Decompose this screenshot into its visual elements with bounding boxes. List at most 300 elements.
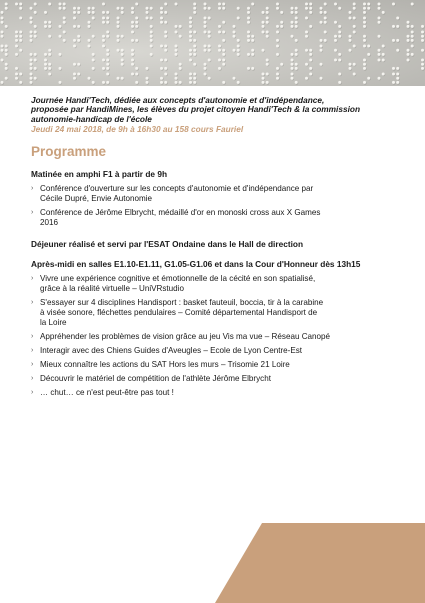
braille-dot	[15, 67, 18, 70]
braille-dot	[48, 53, 51, 56]
braille-dot	[1, 81, 4, 84]
braille-dot	[291, 59, 294, 62]
braille-dot	[131, 25, 134, 28]
braille-dot	[392, 3, 395, 6]
braille-dot	[160, 11, 163, 14]
braille-dot	[117, 21, 120, 24]
braille-dot	[189, 53, 192, 56]
braille-dot	[121, 11, 124, 14]
intro-text	[31, 96, 401, 124]
braille-dot	[353, 25, 356, 28]
braille-dot	[338, 59, 341, 62]
braille-dot	[309, 11, 312, 14]
lunch-heading: Déjeuner réalisé et servi par l'ESAT Ondaine dans le Hall de direction	[31, 239, 304, 250]
braille-dot	[262, 11, 265, 14]
item-line: Conférence d'ouverture sur les concepts d'autonomie et d'indépendance par	[40, 184, 314, 194]
braille-dot	[164, 35, 167, 38]
braille-dot	[411, 39, 414, 42]
braille-dot	[276, 53, 279, 56]
braille-dot	[295, 39, 298, 42]
item-line: Appréhender les problèmes de vision grâce au jeu Vis ma vue – Réseau Canopé	[40, 332, 331, 342]
braille-dot	[247, 31, 250, 34]
braille-dot	[421, 59, 424, 62]
braille-dot	[305, 3, 308, 6]
braille-dot	[44, 21, 47, 24]
braille-dot	[338, 25, 341, 28]
intro-line: proposée par HandiMines, les élèves du projet citoyen Handi'Tech & la commission	[31, 104, 361, 115]
chevron-right-icon: ›	[31, 375, 34, 383]
braille-dot	[1, 59, 4, 62]
braille-dot	[164, 49, 167, 52]
braille-dot	[382, 45, 385, 48]
braille-dot	[363, 59, 366, 62]
chevron-right-icon: ›	[31, 333, 34, 341]
braille-dot	[309, 25, 312, 28]
chevron-right-icon: ›	[31, 389, 34, 397]
braille-dot	[160, 59, 163, 62]
braille-dot	[276, 45, 279, 48]
braille-dot	[102, 81, 105, 84]
braille-dot	[106, 49, 109, 52]
braille-dot	[48, 35, 51, 38]
braille-dot	[30, 73, 33, 76]
braille-dot	[92, 11, 95, 14]
braille-dot	[378, 3, 381, 6]
braille-dot	[164, 31, 167, 34]
braille-dot	[237, 81, 240, 84]
braille-dot	[102, 21, 105, 24]
braille-dot	[338, 53, 341, 56]
braille-dot	[135, 39, 138, 42]
braille-dot	[189, 35, 192, 38]
chevron-right-icon: ›	[31, 185, 34, 193]
braille-dot	[392, 39, 395, 42]
braille-dot	[15, 53, 18, 56]
braille-dot	[204, 49, 207, 52]
braille-dot	[349, 11, 352, 14]
braille-dot	[305, 49, 308, 52]
braille-dot	[73, 11, 76, 14]
braille-dot	[106, 59, 109, 62]
braille-dot	[349, 35, 352, 38]
braille-dot	[251, 67, 254, 70]
braille-dot	[247, 11, 250, 14]
braille-dot	[135, 25, 138, 28]
braille-dot	[295, 7, 298, 10]
braille-dot	[208, 49, 211, 52]
braille-dot	[338, 81, 341, 84]
list-item	[31, 374, 401, 384]
braille-dot	[334, 35, 337, 38]
braille-dot	[175, 77, 178, 80]
braille-dot	[131, 49, 134, 52]
braille-dot	[421, 25, 424, 28]
braille-dot	[407, 21, 410, 24]
braille-dot	[237, 7, 240, 10]
braille-dot	[63, 17, 66, 20]
braille-dot	[233, 49, 236, 52]
braille-dot	[5, 67, 8, 70]
braille-dot	[262, 49, 265, 52]
braille-dot	[218, 49, 221, 52]
braille-dot	[421, 49, 424, 52]
braille-dot	[160, 7, 163, 10]
braille-dot	[247, 21, 250, 24]
braille-dot	[131, 73, 134, 76]
braille-dot	[320, 45, 323, 48]
braille-dot	[396, 39, 399, 42]
afternoon-heading: Après-midi en salles E1.10-E1.11, G1.05-G1.06 et dans la Cour d'Honneur dès 13h15	[31, 259, 361, 270]
braille-dot	[222, 39, 225, 42]
braille-dot	[193, 81, 196, 84]
braille-dot	[204, 17, 207, 20]
braille-dot	[208, 77, 211, 80]
braille-dot	[349, 17, 352, 20]
braille-dot	[19, 7, 22, 10]
braille-dot	[73, 77, 76, 80]
braille-dot	[276, 25, 279, 28]
item-line: Mieux connaître les actions du SAT Hors les murs – Trisomie 21 Loire	[40, 360, 290, 370]
braille-dot	[15, 39, 18, 42]
braille-dot	[251, 35, 254, 38]
braille-dot	[396, 81, 399, 84]
braille-dot	[262, 77, 265, 80]
braille-dot	[117, 17, 120, 20]
braille-dot	[266, 17, 269, 20]
braille-dot	[146, 81, 149, 84]
braille-dot	[363, 7, 366, 10]
braille-dot	[363, 11, 366, 14]
braille-dot	[208, 17, 211, 20]
item-line: … chut… ce n'est peut-être pas tout !	[40, 388, 174, 398]
braille-dot	[102, 35, 105, 38]
item-line: Cécile Dupré, Envie Autonomie	[40, 194, 153, 204]
braille-dot	[251, 3, 254, 6]
braille-dot	[131, 59, 134, 62]
braille-dot	[34, 31, 37, 34]
braille-dot	[353, 7, 356, 10]
braille-dot	[295, 67, 298, 70]
chevron-right-icon: ›	[31, 361, 34, 369]
braille-dot	[392, 67, 395, 70]
braille-dot	[150, 53, 153, 56]
braille-dot	[295, 17, 298, 20]
braille-dot	[378, 49, 381, 52]
braille-dot	[262, 21, 265, 24]
braille-dot	[363, 81, 366, 84]
braille-dot	[382, 11, 385, 14]
braille-dot	[193, 49, 196, 52]
braille-dot	[175, 49, 178, 52]
braille-dot	[320, 39, 323, 42]
braille-dot	[59, 3, 62, 6]
braille-dot	[63, 3, 66, 6]
braille-dot	[30, 81, 33, 84]
braille-dot	[411, 25, 414, 28]
braille-dot	[34, 25, 37, 28]
braille-dot	[189, 59, 192, 62]
braille-dot	[135, 81, 138, 84]
braille-dot	[5, 63, 8, 66]
braille-dot	[77, 73, 80, 76]
braille-dot	[121, 35, 124, 38]
braille-dot	[233, 31, 236, 34]
braille-dot	[121, 77, 124, 80]
braille-dot	[349, 67, 352, 70]
braille-dot	[106, 73, 109, 76]
braille-dot	[146, 67, 149, 70]
braille-dot	[150, 35, 153, 38]
braille-dot	[73, 25, 76, 28]
braille-dot	[34, 67, 37, 70]
braille-dot	[291, 7, 294, 10]
braille-dot	[218, 59, 221, 62]
braille-dot	[175, 3, 178, 6]
braille-dot	[193, 31, 196, 34]
braille-dot	[59, 7, 62, 10]
braille-dot	[179, 35, 182, 38]
braille-dot	[382, 59, 385, 62]
braille-dot	[179, 25, 182, 28]
braille-dot	[324, 17, 327, 20]
chevron-right-icon: ›	[31, 347, 34, 355]
braille-dot	[160, 67, 163, 70]
braille-dot	[396, 25, 399, 28]
braille-dot	[204, 67, 207, 70]
braille-dot	[92, 7, 95, 10]
braille-dot	[175, 81, 178, 84]
braille-dot	[189, 31, 192, 34]
braille-dot	[334, 49, 337, 52]
braille-dot	[262, 25, 265, 28]
braille-dot	[175, 25, 178, 28]
intro-line: Journée Handi'Tech, dédiée aux concepts d'autonomie et d'indépendance,	[31, 95, 325, 105]
item-line: Interagir avec des Chiens Guides d'Aveugles – Ecole de Lyon Centre-Est	[40, 346, 303, 356]
braille-dot	[175, 73, 178, 76]
braille-dot	[320, 77, 323, 80]
braille-dot	[262, 73, 265, 76]
braille-dot	[309, 49, 312, 52]
event-flyer-content	[31, 96, 401, 402]
braille-dot	[353, 3, 356, 6]
braille-dot	[222, 59, 225, 62]
braille-dot	[204, 3, 207, 6]
braille-dot	[305, 17, 308, 20]
braille-dot	[150, 17, 153, 20]
braille-dot	[309, 53, 312, 56]
braille-dot	[73, 63, 76, 66]
braille-dot	[233, 25, 236, 28]
braille-dot	[30, 39, 33, 42]
braille-dot	[77, 11, 80, 14]
braille-dot	[305, 31, 308, 34]
braille-dot	[135, 3, 138, 6]
braille-dot	[218, 45, 221, 48]
braille-dot	[324, 3, 327, 6]
braille-dot	[291, 25, 294, 28]
braille-dot	[88, 45, 91, 48]
braille-dot	[121, 49, 124, 52]
braille-dot	[276, 31, 279, 34]
braille-dot	[106, 31, 109, 34]
braille-dot	[262, 81, 265, 84]
braille-dot	[48, 73, 51, 76]
braille-dot	[363, 3, 366, 6]
braille-dot	[30, 17, 33, 20]
braille-dot	[407, 39, 410, 42]
braille-dot	[146, 77, 149, 80]
braille-dot	[131, 39, 134, 42]
braille-dot	[233, 35, 236, 38]
braille-dot	[295, 63, 298, 66]
braille-dot	[106, 17, 109, 20]
braille-dot	[218, 3, 221, 6]
braille-dot	[324, 21, 327, 24]
braille-dot	[411, 53, 414, 56]
braille-dot	[5, 45, 8, 48]
braille-dot	[411, 45, 414, 48]
braille-dot	[1, 45, 4, 48]
braille-dot	[291, 63, 294, 66]
braille-dot	[204, 25, 207, 28]
braille-dot	[106, 35, 109, 38]
braille-dot	[15, 45, 18, 48]
braille-dot	[189, 39, 192, 42]
braille-dot	[19, 39, 22, 42]
braille-dot	[247, 67, 250, 70]
braille-dot	[63, 7, 66, 10]
braille-dot	[15, 3, 18, 6]
braille-dot	[189, 21, 192, 24]
braille-dot	[338, 73, 341, 76]
braille-dot	[204, 63, 207, 66]
braille-dot	[309, 73, 312, 76]
braille-dot	[295, 11, 298, 14]
braille-dot	[189, 49, 192, 52]
braille-dot	[175, 45, 178, 48]
braille-dot	[92, 53, 95, 56]
braille-dots	[0, 0, 425, 86]
braille-dot	[73, 45, 76, 48]
braille-dot	[121, 53, 124, 56]
braille-dot	[117, 7, 120, 10]
braille-dot	[135, 17, 138, 20]
braille-dot	[295, 21, 298, 24]
braille-dot	[131, 63, 134, 66]
braille-dot	[266, 11, 269, 14]
braille-dot	[411, 35, 414, 38]
intro-line: autonomie-handicap de l'école	[31, 113, 152, 124]
braille-dot	[59, 67, 62, 70]
braille-dot	[363, 63, 366, 66]
braille-dot	[77, 25, 80, 28]
braille-dot	[160, 21, 163, 24]
braille-dot	[73, 7, 76, 10]
braille-dot	[396, 73, 399, 76]
braille-dot	[266, 73, 269, 76]
braille-dot	[193, 63, 196, 66]
braille-dot	[305, 35, 308, 38]
braille-dot	[117, 77, 120, 80]
braille-dot	[135, 67, 138, 70]
braille-dot	[251, 39, 254, 42]
braille-dot	[34, 11, 37, 14]
braille-dot	[218, 25, 221, 28]
braille-dot	[237, 39, 240, 42]
braille-dot	[44, 63, 47, 66]
braille-dot	[102, 45, 105, 48]
braille-dot	[106, 53, 109, 56]
braille-dot	[5, 3, 8, 6]
programme-title: Programme	[31, 144, 107, 160]
braille-dot	[353, 17, 356, 20]
braille-dot	[73, 73, 76, 76]
braille-dot	[164, 11, 167, 14]
braille-dot	[320, 21, 323, 24]
braille-dot	[222, 53, 225, 56]
braille-dot	[407, 49, 410, 52]
braille-dot	[320, 11, 323, 14]
braille-dot	[189, 77, 192, 80]
braille-dot	[378, 59, 381, 62]
braille-dot	[276, 39, 279, 42]
braille-dot	[338, 35, 341, 38]
braille-dot	[92, 59, 95, 62]
braille-dot	[106, 81, 109, 84]
braille-dot	[117, 39, 120, 42]
braille-dot	[19, 3, 22, 6]
item-line: grâce à la réalité virtuelle – UniVRstudio	[40, 284, 184, 294]
braille-dot	[34, 53, 37, 56]
braille-dot	[204, 7, 207, 10]
braille-dot	[164, 21, 167, 24]
braille-dot	[102, 3, 105, 6]
braille-dot	[218, 7, 221, 10]
braille-dot	[247, 7, 250, 10]
braille-dot	[378, 7, 381, 10]
braille-dot	[295, 49, 298, 52]
braille-dot	[15, 31, 18, 34]
morning-heading: Matinée en amphi F1 à partir de 9h	[31, 169, 168, 180]
braille-dot	[291, 35, 294, 38]
braille-dot	[30, 7, 33, 10]
braille-dot	[160, 81, 163, 84]
braille-dot	[291, 67, 294, 70]
braille-dot	[309, 3, 312, 6]
braille-dot	[30, 21, 33, 24]
braille-dot	[88, 39, 91, 42]
braille-dot	[34, 3, 37, 6]
braille-dot	[131, 31, 134, 34]
braille-dot	[338, 7, 341, 10]
braille-dot	[222, 3, 225, 6]
braille-dot	[193, 45, 196, 48]
braille-dot	[150, 31, 153, 34]
braille-dot	[363, 67, 366, 70]
braille-dot	[320, 49, 323, 52]
braille-dot	[353, 73, 356, 76]
braille-dot	[291, 21, 294, 24]
braille-dot	[189, 25, 192, 28]
braille-dot	[291, 53, 294, 56]
braille-dot	[392, 25, 395, 28]
braille-dot	[392, 81, 395, 84]
braille-dot	[48, 49, 51, 52]
braille-dot	[131, 53, 134, 56]
braille-dot	[30, 63, 33, 66]
braille-dot	[19, 81, 22, 84]
braille-dot	[411, 3, 414, 6]
